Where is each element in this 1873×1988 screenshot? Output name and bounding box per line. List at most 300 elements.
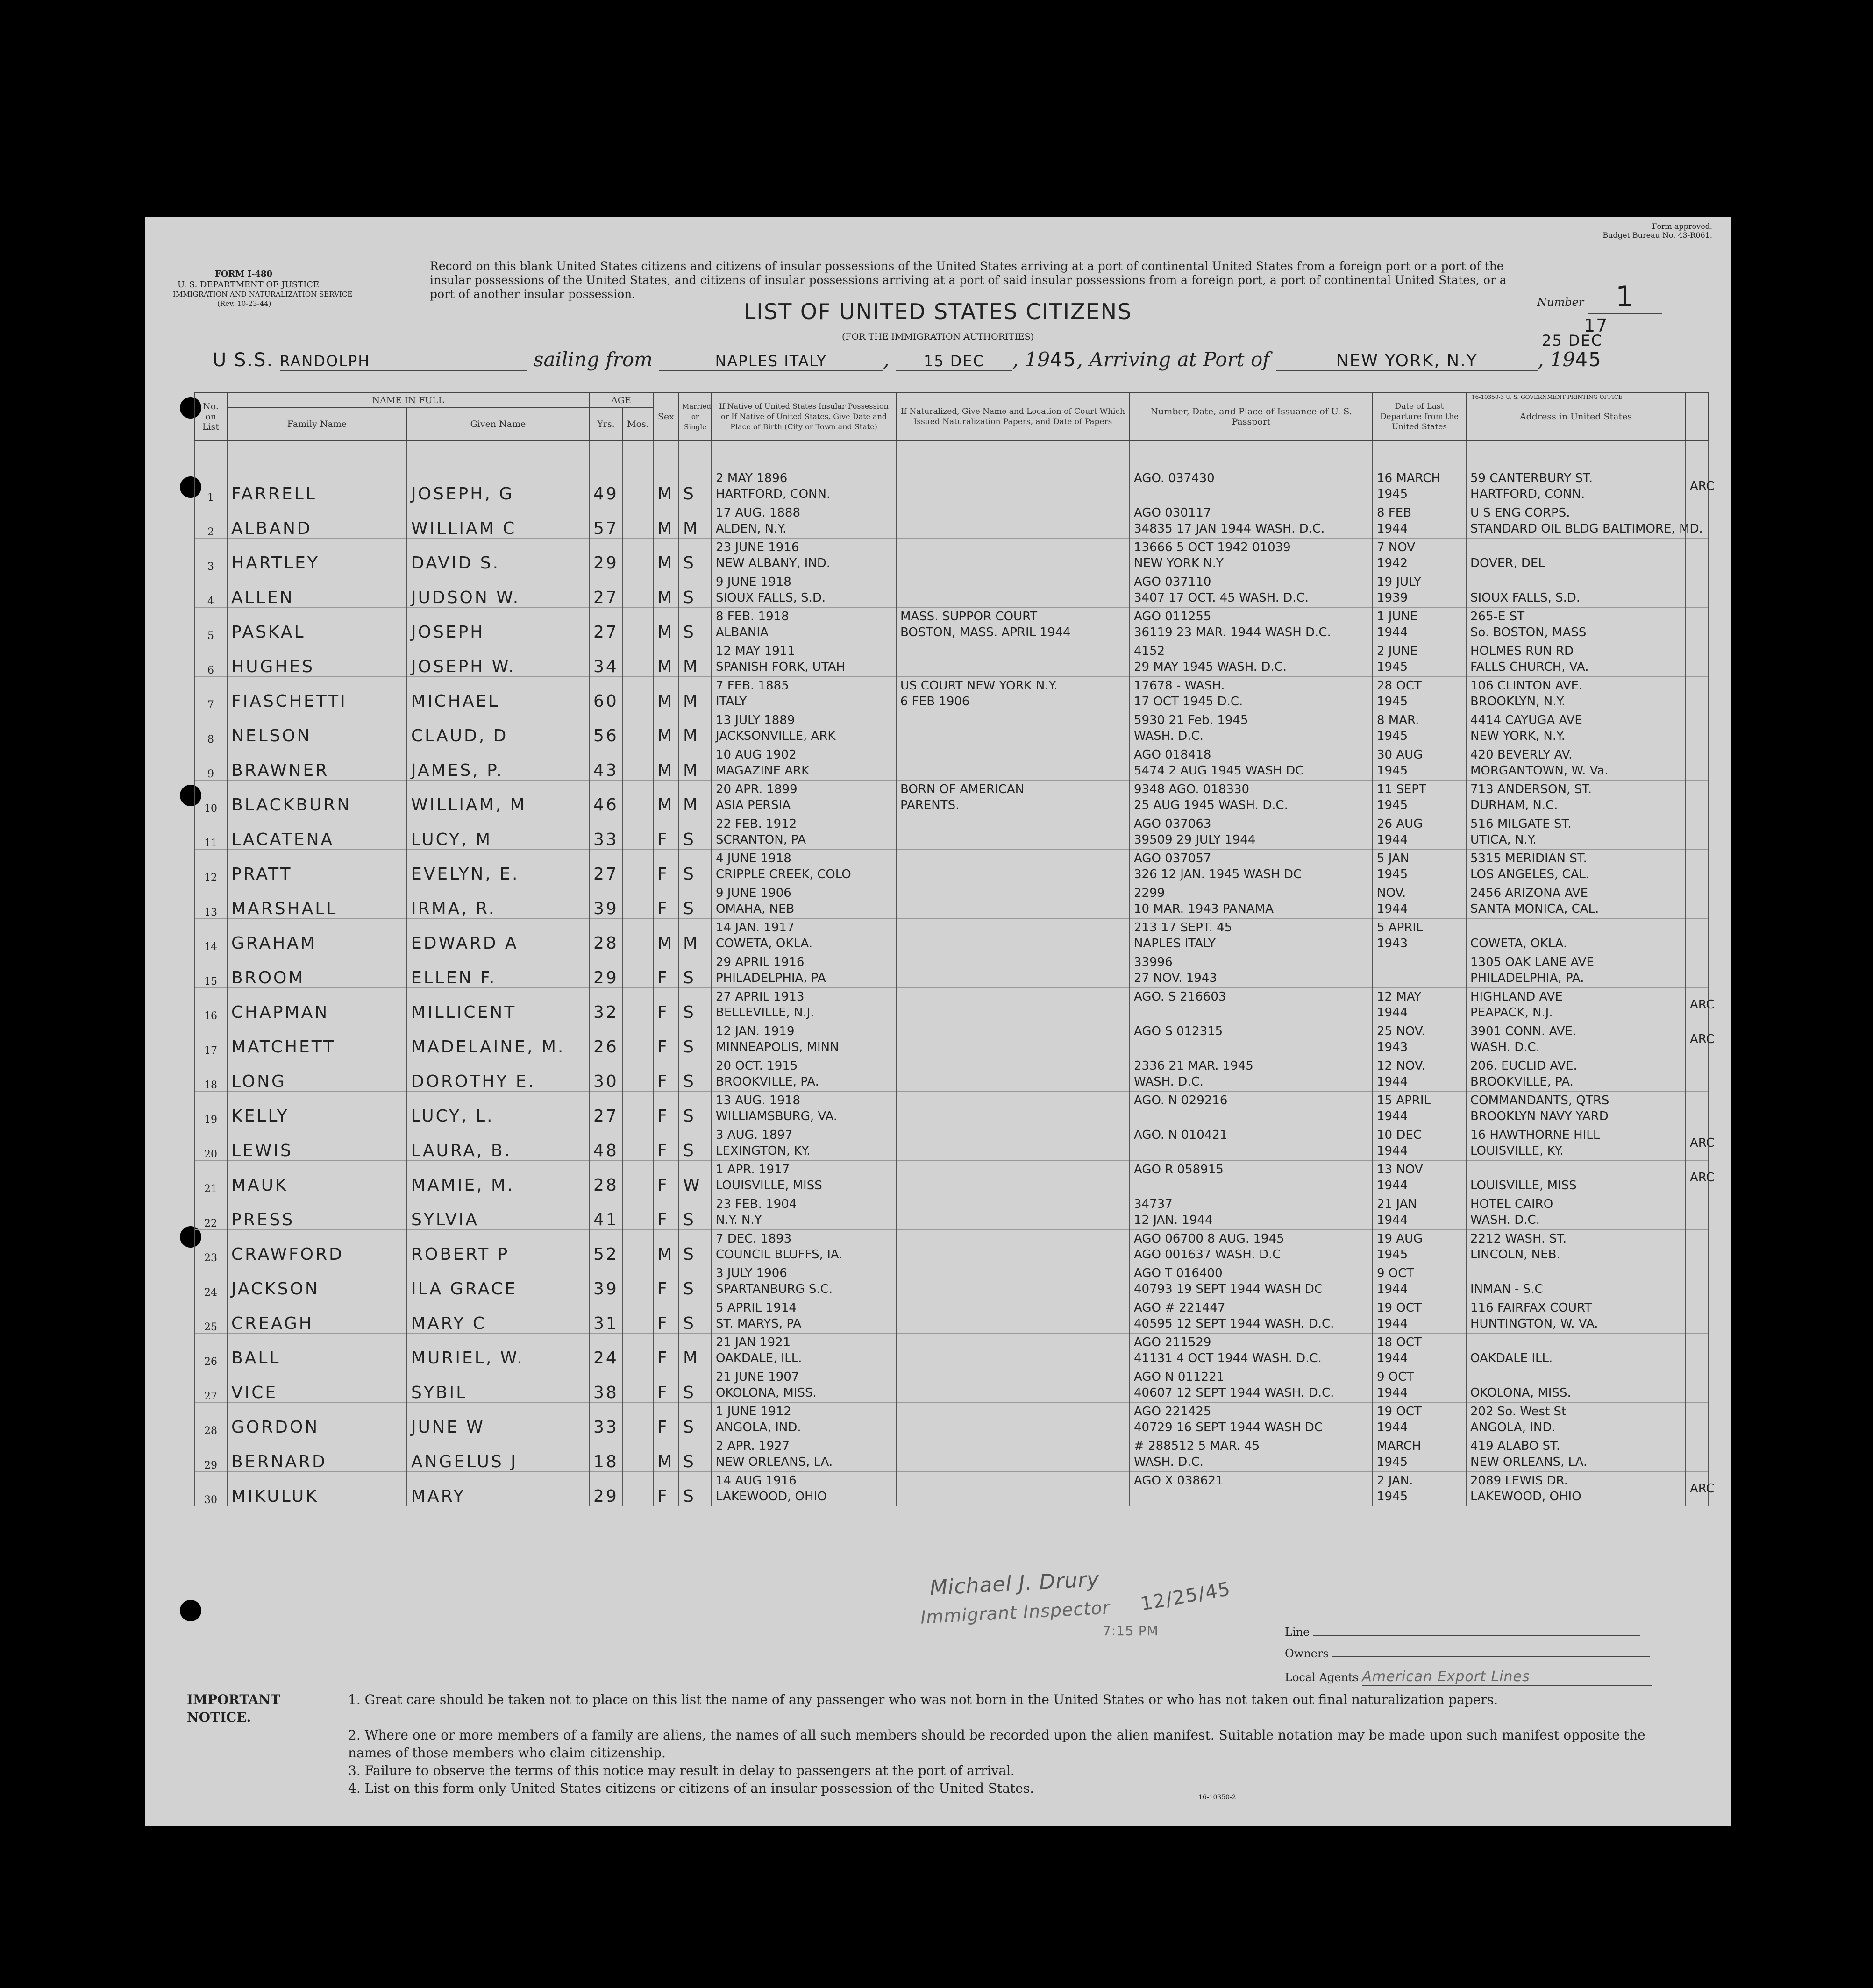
passport [1130, 1230, 1373, 1264]
row-number: 13 [194, 884, 227, 919]
marital-status: M [679, 642, 712, 677]
age-years: 49 [589, 469, 623, 504]
passport-line: 2299 [1134, 886, 1165, 900]
given-name: MICHAEL [407, 677, 589, 711]
table-row [194, 1022, 1708, 1057]
naturalization [896, 1403, 1130, 1437]
address-line: LOS ANGELES, CAL. [1470, 867, 1590, 881]
family-name: BLACKBURN [227, 781, 407, 815]
last-departure-line [1377, 971, 1462, 987]
note-line [1690, 1205, 1704, 1221]
address [1466, 642, 1686, 677]
given-name: JOSEPH W. [407, 642, 589, 677]
row-number: 3 [194, 539, 227, 573]
birth-date-place-line: 9 JUNE 1906 [716, 886, 791, 900]
last-departure-line: 15 APRIL [1377, 1093, 1431, 1108]
last-departure-line: 13 NOV [1377, 1162, 1423, 1177]
age-months [623, 504, 653, 539]
passport [1130, 1057, 1373, 1092]
passport-line: 41131 4 OCT 1944 WASH. D.C. [1134, 1351, 1322, 1365]
family-name: VICE [227, 1368, 407, 1403]
naturalization [896, 884, 1130, 919]
last-departure-line: 2 JUNE [1377, 644, 1418, 658]
table-row [194, 850, 1708, 884]
birth-date-place-line: 20 OCT. 1915 [716, 1058, 798, 1073]
arrival-date: 25 DEC [1542, 332, 1603, 349]
page-title: LIST OF UNITED STATES CITIZENS [743, 299, 1132, 324]
last-departure-line: 1944 [1377, 1143, 1408, 1158]
given-name: ANGELUS J [407, 1437, 589, 1472]
birth-date-place [712, 1230, 896, 1264]
last-departure-line: MARCH [1377, 1439, 1421, 1453]
address-line: 106 CLINTON AVE. [1470, 678, 1583, 693]
passport-line: 2336 21 MAR. 1945 [1134, 1058, 1253, 1073]
note [1686, 850, 1708, 884]
passport [1130, 469, 1373, 504]
table-row [194, 504, 1708, 539]
last-departure [1373, 1334, 1466, 1368]
birth-date-place-line: 22 FEB. 1912 [716, 816, 797, 831]
address-line: 516 MILGATE ST. [1470, 816, 1572, 831]
passport-line: AGO. N 029216 [1134, 1093, 1228, 1108]
address [1466, 1264, 1686, 1299]
age-months [623, 1126, 653, 1161]
sailing-label: sailing from [533, 348, 653, 371]
last-departure-line: 26 AUG [1377, 816, 1423, 831]
col-age: AGE [589, 393, 653, 408]
given-name: WILLIAM C [407, 504, 589, 539]
passport [1130, 1368, 1373, 1403]
naturalization [896, 1437, 1130, 1472]
birth-date-place [712, 1368, 896, 1403]
passport-line: AGO 018418 [1134, 747, 1211, 762]
family-name: BALL [227, 1334, 407, 1368]
given-name: LUCY, L. [407, 1092, 589, 1126]
address-line [1470, 1370, 1681, 1385]
address-line: 265-E ST [1470, 609, 1525, 624]
passport [1130, 1022, 1373, 1057]
last-departure-line: 19 OCT [1377, 1300, 1422, 1315]
naturalization-line [900, 660, 1125, 675]
note-line: ARC [1690, 1136, 1715, 1150]
naturalization-line [900, 1109, 1125, 1125]
naturalization-line [900, 1370, 1125, 1385]
naturalization-line [900, 1093, 1125, 1109]
naturalization-line [900, 1162, 1125, 1178]
naturalization [896, 539, 1130, 573]
form-code: 16-10350-2 [1198, 1794, 1236, 1801]
age-months [623, 1092, 653, 1126]
birth-date-place-line: 2 MAY 1896 [716, 471, 788, 485]
age-years: 46 [589, 781, 623, 815]
birth-date-place-line: ST. MARYS, PA [716, 1316, 802, 1331]
address-line: BROOKLYN NAVY YARD [1470, 1109, 1609, 1123]
row-number: 19 [194, 1092, 227, 1126]
passport-line: 5474 2 AUG 1945 WASH DC [1134, 763, 1304, 778]
naturalization-line [900, 521, 1125, 537]
sex: F [653, 815, 679, 850]
address-line: So. BOSTON, MASS [1470, 625, 1587, 639]
passport [1130, 850, 1373, 884]
row-number: 15 [194, 953, 227, 988]
sex: F [653, 1195, 679, 1230]
marital-status: S [679, 988, 712, 1022]
address-line: 4414 CAYUGA AVE [1470, 713, 1582, 727]
sex: F [653, 1403, 679, 1437]
birth-date-place-line: 13 JULY 1889 [716, 713, 795, 727]
birth-date-place-line: OKOLONA, MISS. [716, 1385, 817, 1400]
table-row [194, 815, 1708, 850]
age-years: 48 [589, 1126, 623, 1161]
note-line: ARC [1690, 1170, 1715, 1185]
birth-date-place-line: MINNEAPOLIS, MINN [716, 1040, 839, 1054]
age-months [623, 642, 653, 677]
family-name: MARSHALL [227, 884, 407, 919]
naturalization-line [900, 729, 1125, 745]
naturalization-line [900, 1489, 1125, 1505]
row-number: 18 [194, 1057, 227, 1092]
birth-date-place [712, 1057, 896, 1092]
address-line: 16 HAWTHORNE HILL [1470, 1128, 1600, 1142]
passport-line: AGO N 011221 [1134, 1370, 1225, 1384]
naturalization [896, 988, 1130, 1022]
family-name: CREAGH [227, 1299, 407, 1334]
note-line [1690, 859, 1704, 875]
passport [1130, 1472, 1373, 1506]
passport-line: 9348 AGO. 018330 [1134, 782, 1250, 796]
given-name: DOROTHY E. [407, 1057, 589, 1092]
sex: M [653, 469, 679, 504]
family-name: NELSON [227, 711, 407, 746]
address [1466, 781, 1686, 815]
passport-line [1134, 1040, 1368, 1056]
age-months [623, 677, 653, 711]
col-notes [1686, 393, 1708, 440]
given-name: ELLEN F. [407, 953, 589, 988]
last-departure [1373, 988, 1466, 1022]
naturalization-line [900, 1473, 1125, 1489]
address-line: 116 FAIRFAX COURT [1470, 1300, 1592, 1315]
arrival-year: 45 [1575, 348, 1602, 371]
note-line: ARC [1690, 1032, 1715, 1046]
last-departure [1373, 1437, 1466, 1472]
passport [1130, 1334, 1373, 1368]
number-value: 1 [1588, 280, 1662, 314]
passport-line: AGO 221425 [1134, 1404, 1211, 1419]
age-months [623, 746, 653, 781]
passport-line: AGO 011255 [1134, 609, 1211, 624]
naturalization-line [900, 1404, 1125, 1420]
last-departure [1373, 781, 1466, 815]
last-departure-line: 19 JULY [1377, 575, 1421, 589]
table-row [194, 1334, 1708, 1368]
marital-status: S [679, 1195, 712, 1230]
last-departure-line: 1945 [1377, 694, 1408, 709]
naturalization-line [900, 556, 1125, 572]
birth-date-place [712, 1022, 896, 1057]
birth-date-place-line: 29 APRIL 1916 [716, 955, 805, 969]
naturalization-line [900, 1439, 1125, 1455]
notice-1: 1. Great care should be taken not to place on this list the name of any passenger who was not born in the United States or who has not taken out final naturalization papers. [348, 1692, 1498, 1707]
col-naturalized: If Naturalized, Give Name and Location of Court Which Issued Naturalization Papers, and Date of Papers [896, 393, 1130, 440]
passport-line: AGO 037063 [1134, 816, 1211, 831]
note [1686, 884, 1708, 919]
sex: F [653, 1472, 679, 1506]
row-number: 10 [194, 781, 227, 815]
address-line: LINCOLN, NEB. [1470, 1247, 1560, 1262]
sex: M [653, 919, 679, 953]
age-years: 27 [589, 608, 623, 642]
page-subtitle: (FOR THE IMMIGRATION AUTHORITIES) [841, 332, 1034, 342]
note-line [1690, 963, 1704, 979]
note [1686, 1368, 1708, 1403]
birth-date-place-line: OMAHA, NEB [716, 902, 795, 916]
passport-line [1134, 1489, 1368, 1505]
marital-status: S [679, 573, 712, 608]
age-months [623, 988, 653, 1022]
address [1466, 711, 1686, 746]
naturalization-line [900, 989, 1125, 1005]
last-departure-line: 2 JAN. [1377, 1473, 1413, 1488]
address-line: PHILADELPHIA, PA. [1470, 971, 1584, 985]
last-departure [1373, 919, 1466, 953]
given-name: JOSEPH [407, 608, 589, 642]
last-departure [1373, 1195, 1466, 1230]
passport-line: 40595 12 SEPT 1944 WASH. D.C. [1134, 1316, 1334, 1331]
given-name: CLAUD, D [407, 711, 589, 746]
row-number: 8 [194, 711, 227, 746]
sex: M [653, 573, 679, 608]
address-line: 1305 OAK LANE AVE [1470, 955, 1594, 969]
note [1686, 815, 1708, 850]
passport-line: WASH. D.C. [1134, 1074, 1204, 1089]
naturalization-line [900, 1385, 1125, 1401]
sex: M [653, 608, 679, 642]
record-instructions: Record on this blank United States citizens and citizens of insular possessions of the United States arriving at a port of continental United States from a foreign port or a port of the insular possessions of the United States, and citizens of insular possessions arriving at a port of said insular possessions from a foreign port, a port of continental United States, or a port of another insular possession. [430, 259, 1507, 301]
age-months [623, 1057, 653, 1092]
address-line: SANTA MONICA, CAL. [1470, 902, 1599, 916]
year-prefix-2: 19 [1550, 348, 1575, 371]
naturalization-line [900, 1231, 1125, 1247]
note-line: ARC [1690, 997, 1715, 1012]
passport-line: AGO # 221447 [1134, 1300, 1225, 1315]
passport [1130, 781, 1373, 815]
row-number: 14 [194, 919, 227, 953]
given-name: MARY C [407, 1299, 589, 1334]
naturalization [896, 815, 1130, 850]
address-line: 2089 LEWIS DR. [1470, 1473, 1568, 1488]
address-line: LAKEWOOD, OHIO [1470, 1489, 1581, 1504]
last-departure-line: 28 OCT [1377, 678, 1422, 693]
address-line: MORGANTOWN, W. Va. [1470, 763, 1609, 778]
naturalization [896, 677, 1130, 711]
passport [1130, 1403, 1373, 1437]
passport-line: 326 12 JAN. 1945 WASH DC [1134, 867, 1302, 881]
address-line [1470, 1335, 1681, 1351]
note [1686, 608, 1708, 642]
marital-status: S [679, 608, 712, 642]
birth-date-place-line: 27 APRIL 1913 [716, 989, 805, 1004]
family-name: PRESS [227, 1195, 407, 1230]
age-months [623, 608, 653, 642]
approved-text: Form approved. [1652, 222, 1712, 231]
col-family-name: Family Name [227, 408, 407, 440]
family-name: HUGHES [227, 642, 407, 677]
age-months [623, 1437, 653, 1472]
row-number: 17 [194, 1022, 227, 1057]
birth-date-place-line: SCRANTON, PA [716, 832, 806, 847]
birth-date-place-line: BROOKVILLE, PA. [716, 1074, 819, 1089]
last-departure-line: 1944 [1377, 625, 1408, 639]
inspected-time: 7:15 PM [1103, 1623, 1159, 1639]
row-number: 30 [194, 1472, 227, 1506]
last-departure-line: 1945 [1377, 660, 1408, 674]
table-row [194, 1472, 1708, 1506]
line-label: Line [1285, 1626, 1310, 1639]
given-name: MILLICENT [407, 988, 589, 1022]
last-departure [1373, 469, 1466, 504]
note [1686, 1264, 1708, 1299]
family-name: BROOM [227, 953, 407, 988]
last-departure-line: 1944 [1377, 1074, 1408, 1089]
row-number: 26 [194, 1334, 227, 1368]
last-departure-line: 1942 [1377, 556, 1408, 570]
last-departure-line: 1944 [1377, 1005, 1408, 1020]
family-name: CRAWFORD [227, 1230, 407, 1264]
birth-date-place-line: 21 JUNE 1907 [716, 1370, 799, 1384]
col-yrs: Yrs. [589, 408, 623, 440]
note-line [1690, 1377, 1704, 1393]
age-years: 27 [589, 573, 623, 608]
birth-date-place-line: LAKEWOOD, OHIO [716, 1489, 827, 1504]
age-months [623, 1264, 653, 1299]
col-sex: Sex [653, 393, 679, 440]
last-departure-line: 25 NOV. [1377, 1024, 1425, 1038]
age-years: 41 [589, 1195, 623, 1230]
last-departure-line: 1945 [1377, 487, 1408, 501]
table-row [194, 573, 1708, 608]
depart-date: 15 DEC [896, 352, 1012, 371]
passport [1130, 642, 1373, 677]
address-line: 2212 WASH. ST. [1470, 1231, 1567, 1246]
birth-date-place-line: 14 AUG 1916 [716, 1473, 797, 1488]
passport-line: 3407 17 OCT. 45 WASH. D.C. [1134, 590, 1309, 605]
birth-date-place [712, 746, 896, 781]
given-name: MURIEL, W. [407, 1334, 589, 1368]
birth-date-place [712, 781, 896, 815]
sex: F [653, 1161, 679, 1195]
voyage-line: U S.S. RANDOLPH sailing from NAPLES ITALY , 15 DEC , 1945, Arriving at Port of NEW YORK, N.Y , 1945 [213, 348, 1602, 371]
birth-date-place [712, 539, 896, 573]
marital-status: S [679, 469, 712, 504]
last-departure [1373, 850, 1466, 884]
age-years: 39 [589, 884, 623, 919]
age-months [623, 1472, 653, 1506]
row-number: 22 [194, 1195, 227, 1230]
family-name: FIASCHETTI [227, 677, 407, 711]
table-row [194, 1195, 1708, 1230]
last-departure-line: 5 APRIL [1377, 920, 1423, 935]
number-label: Number [1537, 296, 1584, 309]
given-name: MADELAINE, M. [407, 1022, 589, 1057]
naturalization-line [900, 1247, 1125, 1263]
passport [1130, 1092, 1373, 1126]
age-months [623, 919, 653, 953]
birth-date-place-line: 4 JUNE 1918 [716, 851, 791, 866]
given-name: JUDSON W. [407, 573, 589, 608]
birth-date-place-line: 9 JUNE 1918 [716, 575, 791, 589]
passport [1130, 1126, 1373, 1161]
last-departure-line: NOV. [1377, 886, 1406, 900]
naturalization-line [900, 1300, 1125, 1316]
row-number: 28 [194, 1403, 227, 1437]
row-number: 6 [194, 642, 227, 677]
note-line [1690, 617, 1704, 633]
given-name: LUCY, M [407, 815, 589, 850]
note [1686, 781, 1708, 815]
passport-line: AGO 030117 [1134, 505, 1211, 520]
important-notice [187, 1691, 1659, 1797]
given-name: LAURA, B. [407, 1126, 589, 1161]
last-departure-line: 1944 [1377, 1385, 1408, 1400]
sex: F [653, 1022, 679, 1057]
birth-date-place [712, 1264, 896, 1299]
naturalization-line [900, 886, 1125, 902]
naturalization-line [900, 832, 1125, 848]
passport-line: AGO 037110 [1134, 575, 1211, 589]
address [1466, 504, 1703, 539]
birth-date-place [712, 919, 896, 953]
address-line: FALLS CHURCH, VA. [1470, 660, 1589, 674]
age-years: 33 [589, 815, 623, 850]
passport-line: AGO T 016400 [1134, 1266, 1223, 1280]
passport [1130, 815, 1373, 850]
row-number: 12 [194, 850, 227, 884]
year-prefix: 19 [1025, 348, 1050, 371]
family-name: PRATT [227, 850, 407, 884]
naturalization-line [900, 1074, 1125, 1090]
address [1466, 573, 1686, 608]
marital-status: S [679, 1264, 712, 1299]
table-row [194, 953, 1708, 988]
notice-4: 4. List on this form only United States citizens or citizens of an insular possession of the United States. [348, 1781, 1034, 1796]
marital-status: S [679, 953, 712, 988]
age-months [623, 1230, 653, 1264]
birth-date-place [712, 1472, 896, 1506]
address-line [1470, 1266, 1681, 1282]
table-row [194, 1299, 1708, 1334]
marital-status: S [679, 1403, 712, 1437]
last-departure-line: 12 NOV. [1377, 1058, 1425, 1073]
table-row [194, 539, 1708, 573]
address [1466, 815, 1686, 850]
birth-date-place-line: N.Y. N.Y [716, 1213, 762, 1227]
family-name: HARTLEY [227, 539, 407, 573]
passport-line [1134, 1178, 1368, 1194]
birth-date-place-line: PHILADELPHIA, PA [716, 971, 826, 985]
given-name: MARY [407, 1472, 589, 1506]
last-departure-line: 1944 [1377, 1282, 1408, 1296]
last-departure-line: 1945 [1377, 763, 1408, 778]
table-row [194, 1092, 1708, 1126]
department: U. S. DEPARTMENT OF JUSTICE [178, 280, 320, 290]
age-months [623, 781, 653, 815]
note [1686, 1437, 1708, 1472]
col-given-name: Given Name [407, 408, 589, 440]
birth-date-place-line: HARTFORD, CONN. [716, 487, 831, 501]
address-line: LOUISVILLE, MISS [1470, 1178, 1577, 1193]
address [1466, 1195, 1686, 1230]
